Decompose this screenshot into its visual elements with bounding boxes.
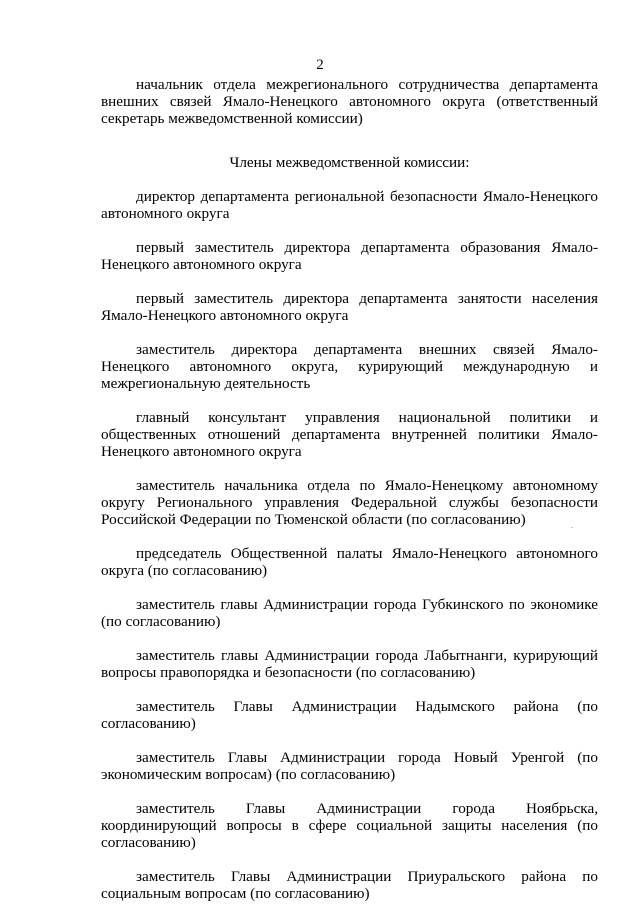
members-heading: Члены межведомственной комиссии:: [229, 154, 470, 171]
member-item: заместитель начальника отдела по Ямало-Ненецкому автономному округу Регионального управления Федеральной службы безопасности Российской Федерации по Тюменской области (по согласованию): [101, 477, 598, 528]
member-item: заместитель главы Администрации города Губкинского по экономике (по согласованию): [101, 596, 598, 630]
scan-speck: [571, 527, 573, 528]
member-item: директор департамента региональной безопасности Ямало-Ненецкого автономного округа: [101, 188, 598, 222]
member-item: председатель Общественной палаты Ямало-Ненецкого автономного округа (по согласованию): [101, 545, 598, 579]
member-item: первый заместитель директора департамента образования Ямало-Ненецкого автономного округа: [101, 239, 598, 273]
member-item: заместитель Главы Администрации Надымского района (по согласованию): [101, 698, 598, 732]
member-item: заместитель главы Администрации города Лабытнанги, курирующий вопросы правопорядка и безопасности (по согласованию): [101, 647, 598, 681]
member-item: заместитель Главы Администрации города Новый Уренгой (по экономическим вопросам) (по согласованию): [101, 749, 598, 783]
member-item: заместитель Главы Администрации города Ноябрьска, координирующий вопросы в сфере социальной защиты населения (по согласованию): [101, 800, 598, 851]
member-item: заместитель Главы Администрации Приуральского района по социальным вопросам (по согласованию): [101, 868, 598, 902]
secretary-paragraph: начальник отдела межрегионального сотрудничества департамента внешних связей Ямало-Ненецкого автономного округа (ответственный секретарь межведомственной комиссии): [101, 76, 598, 127]
member-item: первый заместитель директора департамента занятости населения Ямало-Ненецкого автономного округа: [101, 290, 598, 324]
page-number: 2: [316, 57, 324, 73]
member-item: главный консультант управления национальной политики и общественных отношений департамента внутренней политики Ямало-Ненецкого автономного округа: [101, 409, 598, 460]
member-item: заместитель директора департамента внешних связей Ямало-Ненецкого автономного округа, курирующий международную и межрегиональную деятельность: [101, 341, 598, 392]
document-body: [101, 76, 598, 919]
